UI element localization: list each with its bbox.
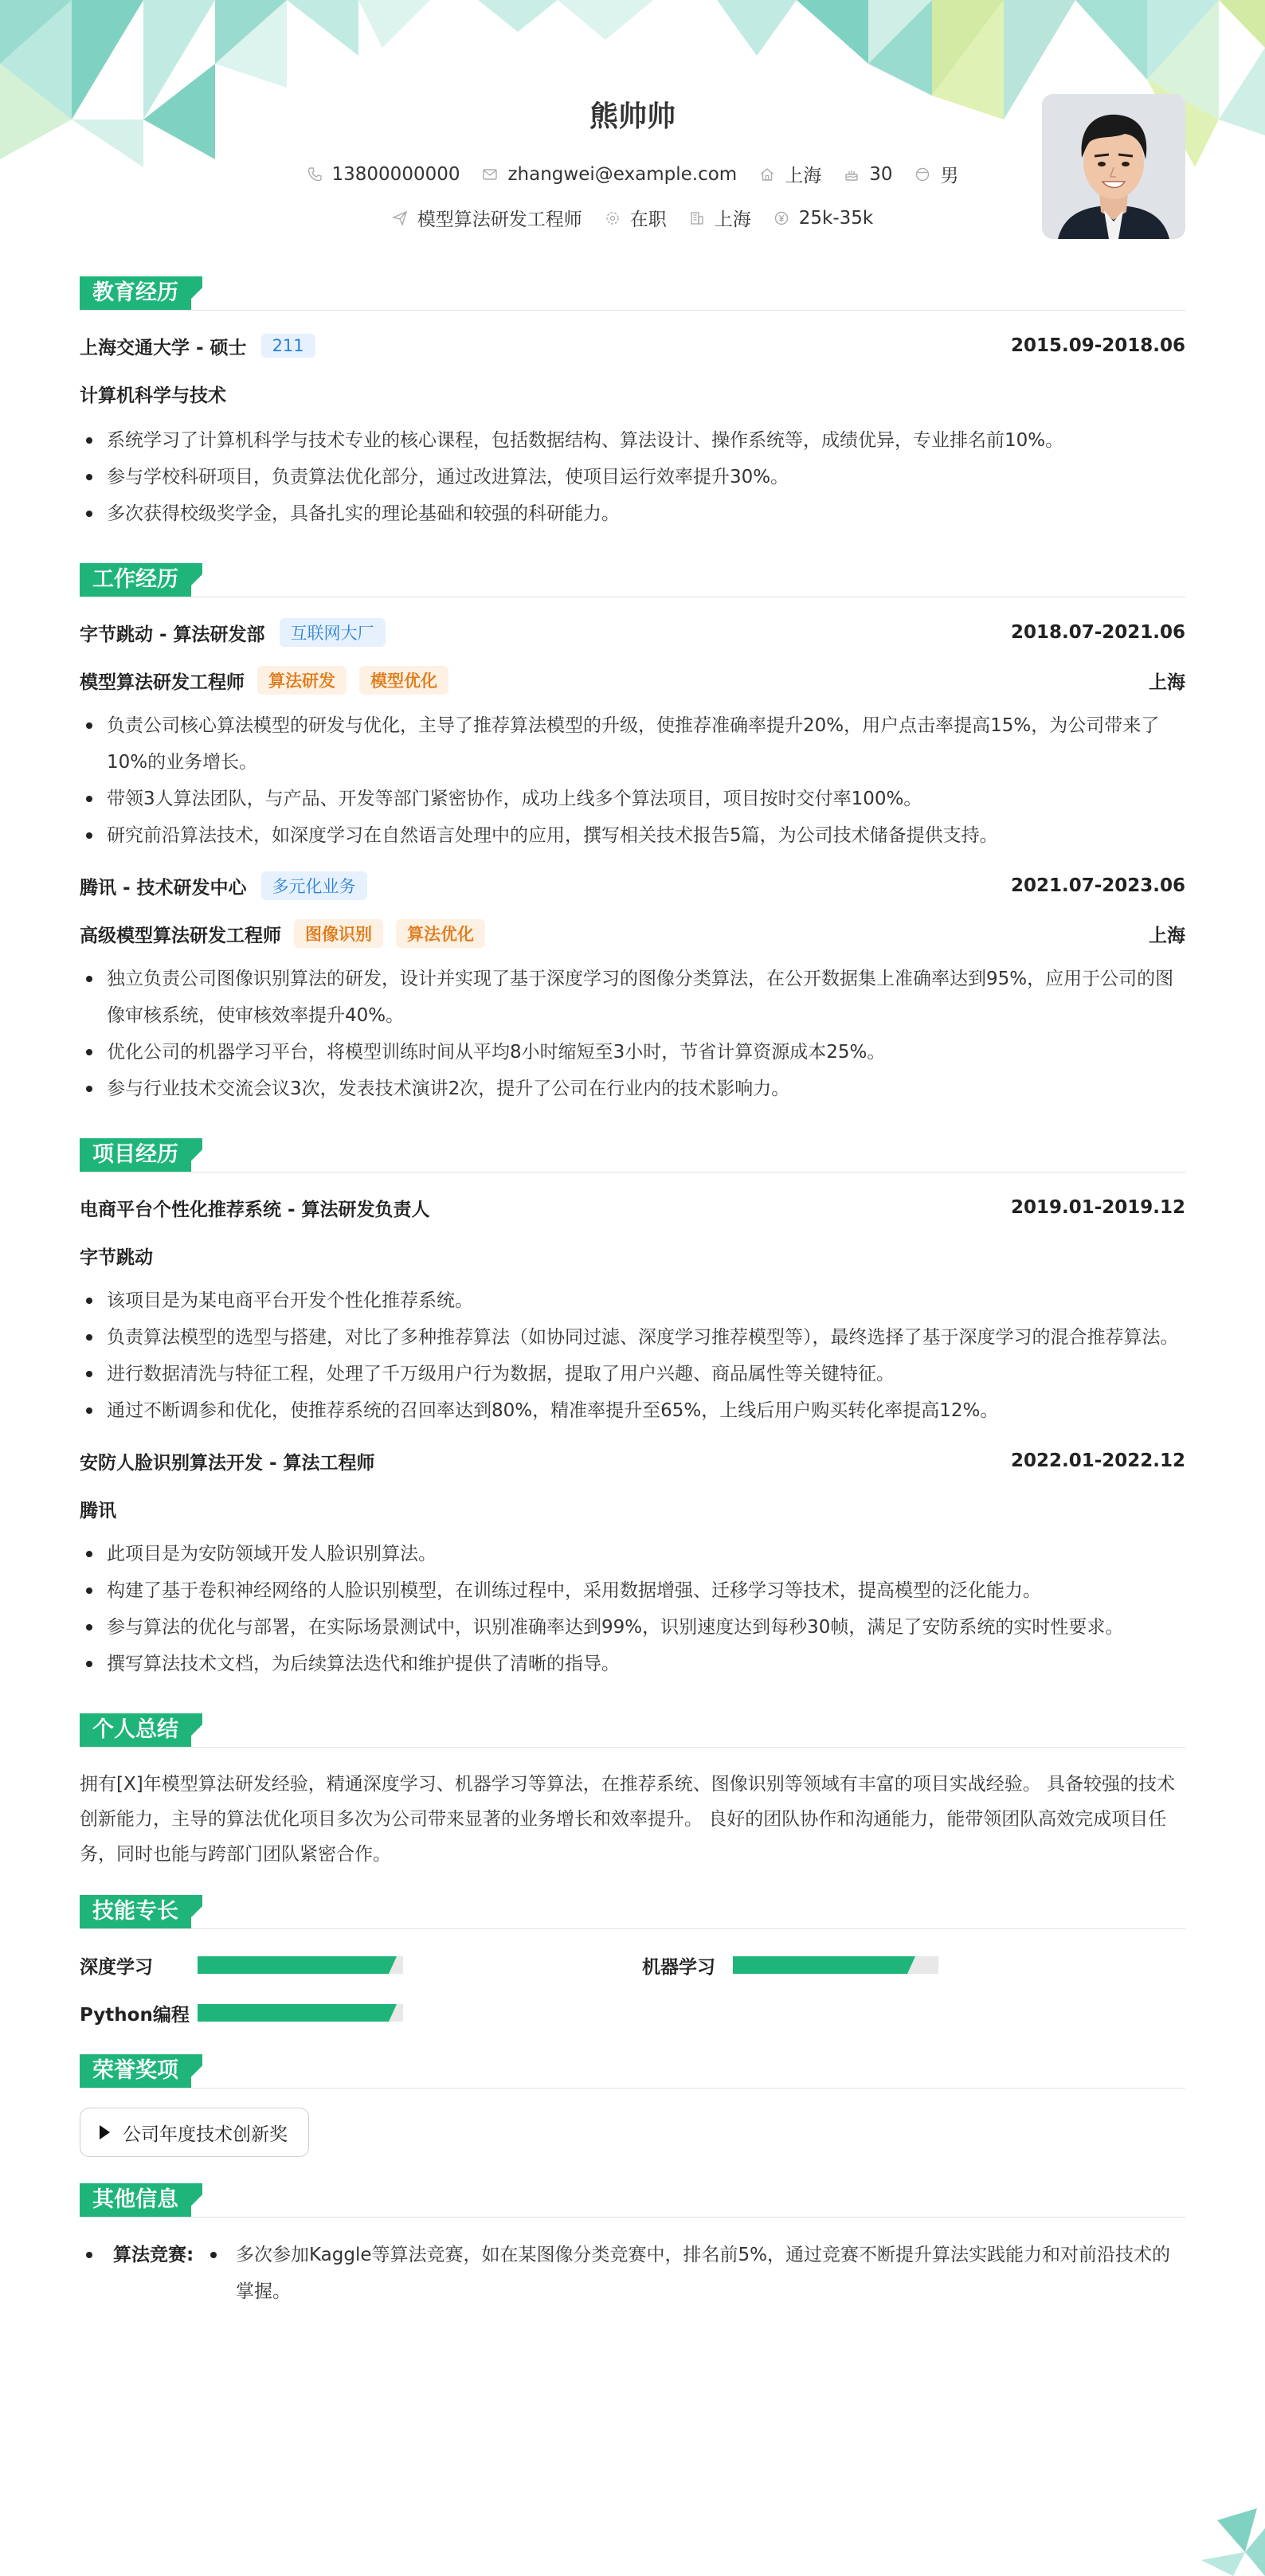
list-item: 参与学校科研项目，负责算法优化部分，通过改进算法，使项目运行效率提升30%。 bbox=[80, 459, 1185, 495]
other-section bbox=[80, 2184, 1185, 2310]
school-tag: 211 bbox=[261, 334, 315, 358]
work-city: 上海 bbox=[1149, 925, 1185, 946]
project-bullets bbox=[80, 1282, 1185, 1429]
skill-name: 深度学习 bbox=[80, 1956, 153, 1978]
skill-bar bbox=[733, 1956, 938, 1974]
list-item: 撰写算法技术文档，为后续算法迭代和维护提供了清晰的指导。 bbox=[80, 1646, 1185, 1682]
projects-section bbox=[80, 1139, 1185, 1682]
education-section bbox=[80, 277, 1185, 532]
project-org: 腾讯 bbox=[80, 1500, 116, 1521]
list-item: 构建了基于卷积神经网络的人脸识别模型，在训练过程中，采用数据增强、迁移学习等技术，提高模型的泛化能力。 bbox=[80, 1572, 1185, 1609]
project-title: 安防人脸识别算法开发 - 算法工程师 bbox=[80, 1452, 375, 1474]
status-text: 在职 bbox=[629, 209, 667, 230]
money-icon bbox=[773, 210, 789, 226]
section-title-decoration bbox=[191, 276, 202, 310]
summary-text: 拥有[X]年模型算法研发经验，精通深度学习、机器学习等算法，在推荐系统、图像识别等领域有丰富的项目实战经验。 具备较强的技术创新能力，主导的算法优化项目多次为公司带来显著的业务增长和效率提升。 良好的团队协作和沟通能力，能带领团队高效完成项目任务，同时也能与跨部门团队紧密合作。 bbox=[80, 1774, 1176, 1865]
project-title: 电商平台个性化推荐系统 - 算法研发负责人 bbox=[80, 1199, 430, 1220]
work-city: 上海 bbox=[1149, 671, 1185, 693]
major-name: 计算机科学与技术 bbox=[80, 385, 226, 406]
work-entry-header bbox=[80, 870, 1185, 902]
role-title: 模型算法研发工程师 bbox=[80, 671, 245, 693]
salary-text: 25k-35k bbox=[798, 207, 874, 229]
role-row bbox=[80, 918, 1185, 949]
section-title-decoration bbox=[191, 563, 202, 597]
work-section bbox=[80, 564, 1185, 1107]
skill-name: 机器学习 bbox=[642, 1956, 715, 1978]
project-entry-header bbox=[80, 1445, 1185, 1477]
project-org-row bbox=[80, 1493, 1185, 1525]
award-label: 公司年度技术创新奖 bbox=[123, 2124, 288, 2145]
send-icon bbox=[392, 210, 408, 226]
avatar bbox=[1042, 94, 1185, 239]
project-org: 字节跳动 bbox=[80, 1247, 153, 1268]
education-bullets bbox=[80, 422, 1185, 532]
status-icon bbox=[605, 210, 621, 226]
skill-item bbox=[80, 2001, 642, 2025]
section-title bbox=[80, 2184, 1185, 2218]
project-bullets bbox=[80, 1536, 1185, 1682]
education-entry-header bbox=[80, 330, 1185, 362]
role-tag: 模型优化 bbox=[359, 666, 448, 695]
target-city-info bbox=[689, 205, 751, 231]
phone-icon bbox=[307, 166, 323, 182]
target-city-text: 上海 bbox=[714, 209, 751, 230]
other-info-key: 算法竞赛: bbox=[113, 2245, 194, 2265]
project-period: 2022.01-2022.12 bbox=[1010, 1450, 1185, 1471]
project-period: 2019.01-2019.12 bbox=[1010, 1197, 1185, 1218]
email-text: zhangwei@example.com bbox=[507, 163, 738, 185]
section-title-label: 其他信息 bbox=[80, 2183, 191, 2217]
role-row bbox=[80, 664, 1185, 696]
skill-bar-fill bbox=[733, 1956, 907, 1974]
list-item: 该项目是为某电商平台开发个性化推荐系统。 bbox=[80, 1282, 1185, 1319]
job-intent-row bbox=[80, 205, 1185, 231]
role-title: 高级模型算法研发工程师 bbox=[80, 925, 281, 946]
project-entry bbox=[80, 1192, 1185, 1429]
building-icon bbox=[689, 210, 705, 226]
role-tag: 算法研发 bbox=[257, 666, 347, 695]
location-text: 上海 bbox=[785, 166, 822, 186]
section-title-decoration bbox=[191, 2054, 202, 2088]
candidate-name: 熊帅帅 bbox=[589, 100, 676, 133]
skill-bar bbox=[198, 2004, 403, 2022]
project-org-row bbox=[80, 1239, 1185, 1271]
work-entry bbox=[80, 617, 1185, 854]
list-item: 负责公司核心算法模型的研发与优化，主导了推荐算法模型的升级，使推荐准确率提升20%，用户点击率提高15%，为公司带来了10%的业务增长。 bbox=[80, 707, 1185, 781]
other-info-value: 多次参加Kaggle等算法竞赛，如在某图像分类竞赛中，排名前5%，通过竞赛不断提升算法实践能力和对前沿技术的掌握。 bbox=[236, 2245, 1170, 2302]
list-item: 参与算法的优化与部署，在实际场景测试中，识别准确率达到99%，识别速度达到每秒30帧，满足了安防系统的实时性要求。 bbox=[80, 1609, 1185, 1646]
target-position-text: 模型算法研发工程师 bbox=[417, 209, 582, 230]
skills-grid bbox=[80, 1953, 1185, 2025]
section-title bbox=[80, 1139, 1185, 1173]
section-title-label: 个人总结 bbox=[80, 1713, 191, 1747]
home-icon bbox=[759, 166, 775, 182]
section-title bbox=[80, 564, 1185, 597]
section-title-label: 工作经历 bbox=[80, 563, 191, 597]
section-title-decoration bbox=[191, 1138, 202, 1172]
list-item: 参与行业技术交流会议3次，发表技术演讲2次，提升了公司在行业内的技术影响力。 bbox=[80, 1071, 1185, 1107]
other-info-item bbox=[80, 2237, 1185, 2310]
project-entry bbox=[80, 1445, 1185, 1682]
skill-bar-fill bbox=[198, 1956, 389, 1974]
list-item: 通过不断调参和优化，使推荐系统的召回率达到80%，精准率提升至65%，上线后用户购买转化率提高12%。 bbox=[80, 1392, 1185, 1429]
avatar-photo bbox=[1042, 94, 1185, 239]
age-info bbox=[844, 164, 892, 185]
footer-background-pattern bbox=[1201, 2504, 1265, 2576]
gender-info bbox=[914, 161, 958, 187]
skill-name: Python编程 bbox=[80, 2004, 190, 2026]
work-entry-header bbox=[80, 617, 1185, 648]
major-row bbox=[80, 378, 1185, 409]
location-info bbox=[759, 161, 821, 187]
section-title-label: 技能专长 bbox=[80, 1895, 191, 1928]
section-title bbox=[80, 277, 1185, 311]
phone-text: 13800000000 bbox=[331, 163, 460, 185]
section-title-decoration bbox=[191, 1895, 202, 1928]
section-title-decoration bbox=[191, 1713, 202, 1747]
list-item: 多次获得校级奖学金，具备扎实的理论基础和较强的科研能力。 bbox=[80, 495, 1185, 532]
cake-icon bbox=[844, 166, 860, 182]
skill-bar bbox=[198, 1956, 403, 1974]
gender-icon bbox=[914, 166, 930, 182]
section-title-decoration bbox=[191, 2183, 202, 2217]
company-tag: 多元化业务 bbox=[261, 871, 367, 900]
section-title-label: 项目经历 bbox=[80, 1138, 191, 1172]
company-name: 腾讯 - 技术研发中心 bbox=[80, 877, 247, 898]
status-info bbox=[605, 205, 667, 231]
work-bullets bbox=[80, 707, 1185, 854]
school-name: 上海交通大学 - 硕士 bbox=[80, 337, 247, 358]
section-title-label: 教育经历 bbox=[80, 276, 191, 310]
role-tag: 图像识别 bbox=[294, 919, 383, 948]
section-title bbox=[80, 2055, 1185, 2089]
mail-icon bbox=[482, 166, 498, 182]
section-title-label: 荣誉奖项 bbox=[80, 2054, 191, 2088]
contact-row bbox=[80, 161, 1185, 187]
email-info bbox=[482, 164, 737, 185]
list-item: 进行数据清洗与特征工程，处理了千万级用户行为数据，提取了用户兴趣、商品属性等关键特征。 bbox=[80, 1356, 1185, 1392]
list-item: 优化公司的机器学习平台，将模型训练时间从平均8小时缩短至3小时，节省计算资源成本25%。 bbox=[80, 1034, 1185, 1071]
work-entry bbox=[80, 870, 1185, 1107]
work-period: 2018.07-2021.06 bbox=[1010, 622, 1185, 643]
gender-text: 男 bbox=[940, 166, 959, 186]
skill-bar-fill bbox=[198, 2004, 389, 2022]
list-item: 带领3人算法团队，与产品、开发等部门紧密协作，成功上线多个算法项目，项目按时交付率100%。 bbox=[80, 781, 1185, 817]
target-position-info bbox=[392, 205, 582, 231]
summary-section bbox=[80, 1714, 1185, 1872]
section-title bbox=[80, 1714, 1185, 1748]
company-tag: 互联网大厂 bbox=[280, 618, 386, 647]
skill-item bbox=[642, 1953, 1200, 1977]
list-item: 负责算法模型的选型与搭建，对比了多种推荐算法（如协同过滤、深度学习推荐模型等），最终选择了基于深度学习的混合推荐算法。 bbox=[80, 1319, 1185, 1356]
list-item: 系统学习了计算机科学与技术专业的核心课程，包括数据结构、算法设计、操作系统等，成绩优异，专业排名前10%。 bbox=[80, 422, 1185, 459]
awards-section bbox=[80, 2055, 1185, 2157]
phone-info bbox=[307, 164, 460, 185]
bullet-dot bbox=[86, 2252, 92, 2258]
skill-item bbox=[80, 1953, 642, 1977]
age-text: 30 bbox=[869, 163, 893, 185]
resume-header bbox=[80, 0, 1185, 263]
role-tag: 算法优化 bbox=[396, 919, 485, 948]
skills-section bbox=[80, 1896, 1185, 2025]
company-name: 字节跳动 - 算法研发部 bbox=[80, 624, 265, 645]
list-item: 此项目是为安防领域开发人脸识别算法。 bbox=[80, 1536, 1185, 1572]
salary-info bbox=[773, 208, 873, 229]
list-item: 独立负责公司图像识别算法的研发，设计并实现了基于深度学习的图像分类算法，在公开数据集上准确率达到95%，应用于公司的图像审核系统，使审核效率提升40%。 bbox=[80, 961, 1185, 1034]
work-period: 2021.07-2023.06 bbox=[1010, 875, 1185, 896]
award-item[interactable] bbox=[80, 2108, 309, 2157]
bullet-dot bbox=[210, 2252, 217, 2258]
section-title bbox=[80, 1896, 1185, 1929]
play-icon bbox=[100, 2125, 110, 2139]
work-bullets bbox=[80, 961, 1185, 1107]
education-period: 2015.09-2018.06 bbox=[1010, 335, 1185, 356]
list-item: 研究前沿算法技术，如深度学习在自然语言处理中的应用，撰写相关技术报告5篇，为公司技术储备提供支持。 bbox=[80, 817, 1185, 854]
project-entry-header bbox=[80, 1192, 1185, 1223]
